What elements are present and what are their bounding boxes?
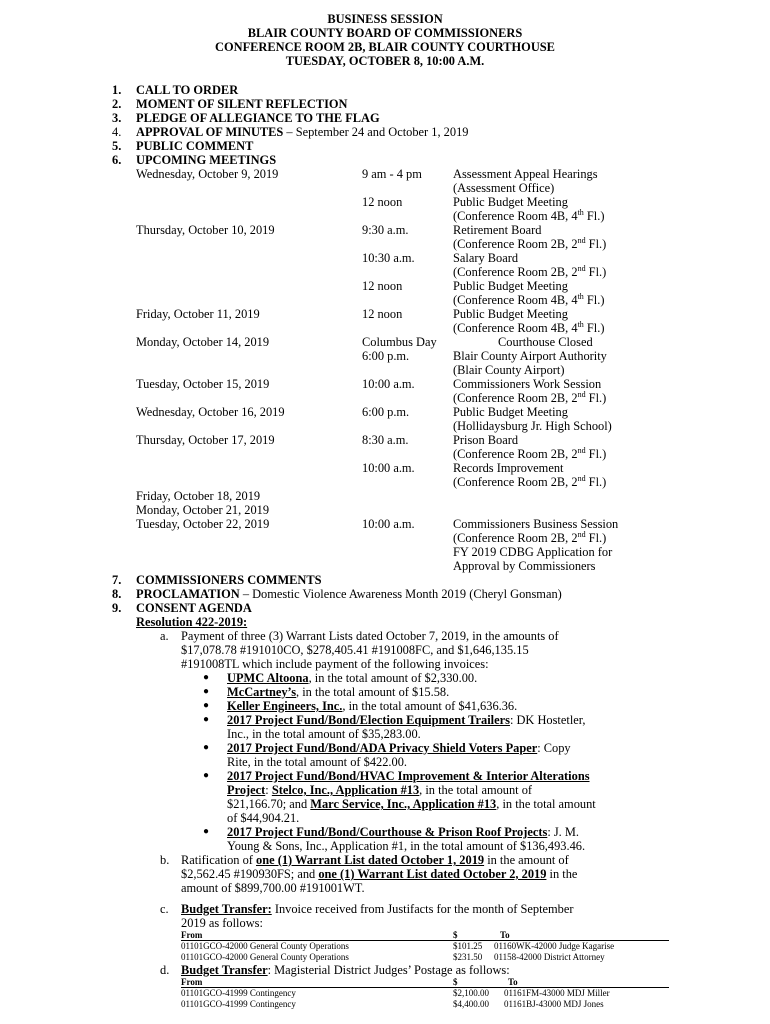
agenda-title: MOMENT OF SILENT REFLECTION: [136, 97, 348, 111]
subitem-label: c.: [160, 902, 169, 916]
agenda-num: 1.: [112, 83, 122, 97]
agenda-item-minutes: [136, 125, 468, 139]
meeting-time: 6:00 p.m.: [362, 349, 410, 363]
meeting-date: Tuesday, October 22, 2019: [136, 517, 270, 531]
invoice-item-cont: Rite, in the total amount of $422.00.: [227, 755, 407, 769]
invoice-item-cont: of $44,904.21.: [227, 811, 300, 825]
agenda-title: UPCOMING MEETINGS: [136, 153, 277, 167]
meeting-time: 10:00 a.m.: [362, 377, 415, 391]
agenda-title: COMMISSIONERS COMMENTS: [136, 573, 322, 587]
header-date: TUESDAY, OCTOBER 8, 10:00 A.M.: [285, 54, 485, 68]
subitem-text: amount of $899,700.00 #191001WT.: [181, 881, 365, 895]
agenda-num: 2.: [112, 97, 122, 111]
agenda-num: 8.: [112, 587, 122, 601]
bullet-icon: ●: [203, 672, 210, 683]
subitem-text: 2019 as follows:: [181, 916, 263, 930]
table-cell-to: 01158-42000 District Attorney: [494, 952, 605, 962]
invoice-item-cont: Inc., in the total amount of $35,283.00.: [227, 727, 421, 741]
col-header-from: From: [181, 977, 203, 987]
meeting-location: (Conference Room 4B, 4th Fl.): [453, 319, 605, 335]
meeting-event: Public Budget Meeting: [453, 195, 568, 209]
meeting-location: (Assessment Office): [453, 181, 555, 195]
agenda-title: CONSENT AGENDA: [136, 601, 252, 615]
meeting-location: (Conference Room 2B, 2nd Fl.): [453, 263, 607, 279]
agenda-item-proclamation: [136, 587, 562, 601]
bullet-icon: ●: [203, 826, 210, 837]
agenda-num: 6.: [112, 153, 122, 167]
meeting-time: 9:30 a.m.: [362, 223, 409, 237]
meeting-time: Columbus Day: [362, 335, 437, 349]
table-cell-to: 01161FM-43000 MDJ Miller: [504, 988, 610, 998]
table-cell-from: 01101GCO-41999 Contingency: [181, 999, 296, 1009]
bullet-icon: ●: [203, 714, 210, 725]
agenda-num: 5.: [112, 139, 122, 153]
meeting-event: Public Budget Meeting: [453, 405, 568, 419]
col-header-amount: $: [453, 930, 458, 940]
meeting-date: Thursday, October 10, 2019: [136, 223, 275, 237]
subitem-text: Payment of three (3) Warrant Lists dated October 7, 2019, in the amounts of: [181, 629, 559, 643]
subitem-label: b.: [160, 853, 170, 867]
meeting-location: (Hollidaysburg Jr. High School): [453, 419, 612, 433]
meeting-time: 8:30 a.m.: [362, 433, 409, 447]
meeting-event: Courthouse Closed: [498, 335, 593, 349]
subitem-text: $2,562.45 #190930FS; and one (1) Warrant List dated October 2, 2019 in the: [181, 867, 578, 881]
invoice-item-cont: $21,166.70; and Marc Service, Inc., Application #13, in the total amount: [227, 797, 596, 811]
subitem-text: Budget Transfer: Magisterial District Judges’ Postage as follows:: [181, 963, 510, 977]
invoice-item: 2017 Project Fund/Bond/Election Equipment Trailers: DK Hostetler,: [227, 713, 586, 727]
meeting-date: Friday, October 18, 2019: [136, 489, 261, 503]
invoice-item-cont: Project: Stelco, Inc., Application #13, in the total amount of: [227, 783, 533, 797]
bullet-icon: ●: [203, 770, 210, 781]
meeting-date: Tuesday, October 15, 2019: [136, 377, 270, 391]
bullet-icon: ●: [203, 686, 210, 697]
bullet-icon: ●: [203, 700, 210, 711]
meeting-location: (Conference Room 4B, 4th Fl.): [453, 207, 605, 223]
agenda-num: 9.: [112, 601, 122, 615]
agenda-num: 3.: [112, 111, 122, 125]
meeting-note: FY 2019 CDBG Application for: [453, 545, 613, 559]
meeting-event: Commissioners Work Session: [453, 377, 602, 391]
invoice-item: McCartney’s, in the total amount of $15.58.: [227, 685, 450, 699]
agenda-detail: – Domestic Violence Awareness Month 2019 (Cheryl Gonsman): [239, 587, 562, 601]
subitem-text: Ratification of one (1) Warrant List dated October 1, 2019 in the amount of: [181, 853, 569, 867]
meeting-event: Salary Board: [453, 251, 519, 265]
meeting-event: Blair County Airport Authority: [453, 349, 607, 363]
agenda-num: 7.: [112, 573, 122, 587]
meeting-location: (Conference Room 2B, 2nd Fl.): [453, 235, 607, 251]
bullet-icon: ●: [203, 742, 210, 753]
table-cell-amount: $2,100.00: [453, 988, 489, 998]
meeting-event: Public Budget Meeting: [453, 307, 568, 321]
col-header-from: From: [181, 930, 203, 940]
meeting-date: Wednesday, October 16, 2019: [136, 405, 285, 419]
invoice-item: UPMC Altoona, in the total amount of $2,330.00.: [227, 671, 478, 685]
col-header-to: To: [508, 977, 518, 987]
meeting-location: (Conference Room 2B, 2nd Fl.): [453, 529, 607, 545]
meeting-date: Friday, October 11, 2019: [136, 307, 260, 321]
meeting-date: Monday, October 14, 2019: [136, 335, 270, 349]
meeting-date: Thursday, October 17, 2019: [136, 433, 275, 447]
resolution-title: Resolution 422-2019:: [136, 615, 248, 629]
meeting-event: Assessment Appeal Hearings: [453, 167, 598, 181]
agenda-title: APPROVAL OF MINUTES: [136, 125, 284, 139]
agenda-title: PUBLIC COMMENT: [136, 139, 254, 153]
header-title: BUSINESS SESSION: [327, 12, 443, 26]
meeting-event: Public Budget Meeting: [453, 279, 568, 293]
meeting-time: 10:00 a.m.: [362, 461, 415, 475]
meeting-date: Monday, October 21, 2019: [136, 503, 270, 517]
agenda-title: PLEDGE OF ALLEGIANCE TO THE FLAG: [136, 111, 380, 125]
meeting-location: (Conference Room 2B, 2nd Fl.): [453, 473, 607, 489]
col-header-to: To: [500, 930, 510, 940]
subitem-text: Budget Transfer: Invoice received from Justifacts for the month of September: [181, 902, 574, 916]
meeting-time: 12 noon: [362, 307, 403, 321]
table-cell-from: 01101GCO-42000 General County Operations: [181, 952, 349, 962]
meeting-time: 9 am - 4 pm: [362, 167, 422, 181]
invoice-item: Keller Engineers, Inc., in the total amount of $41,636.36.: [227, 699, 518, 713]
meeting-location: (Conference Room 2B, 2nd Fl.): [453, 389, 607, 405]
meeting-event: Prison Board: [453, 433, 519, 447]
meeting-location: (Conference Room 4B, 4th Fl.): [453, 291, 605, 307]
agenda-title: CALL TO ORDER: [136, 83, 239, 97]
table-cell-amount: $4,400.00: [453, 999, 489, 1009]
invoice-item: 2017 Project Fund/Bond/HVAC Improvement & Interior Alterations: [227, 769, 590, 783]
agenda-title: PROCLAMATION: [136, 587, 240, 601]
meeting-event: Records Improvement: [453, 461, 564, 475]
invoice-item: 2017 Project Fund/Bond/ADA Privacy Shield Voters Paper: Copy: [227, 741, 571, 755]
meeting-time: 10:00 a.m.: [362, 517, 415, 531]
meeting-note: Approval by Commissioners: [453, 559, 596, 573]
meeting-date: Wednesday, October 9, 2019: [136, 167, 279, 181]
table-cell-amount: $231.50: [453, 952, 483, 962]
header-location: CONFERENCE ROOM 2B, BLAIR COUNTY COURTHOUSE: [215, 40, 555, 54]
table-cell-from: 01101GCO-41999 Contingency: [181, 988, 296, 998]
subitem-text: $17,078.78 #191010CO, $278,405.41 #191008FC, and $1,646,135.15: [181, 643, 529, 657]
invoice-item: 2017 Project Fund/Bond/Courthouse & Prison Roof Projects: J. M.: [227, 825, 579, 839]
col-header-amount: $: [453, 977, 458, 987]
meeting-time: 12 noon: [362, 195, 403, 209]
meeting-time: 10:30 a.m.: [362, 251, 415, 265]
table-cell-amount: $101.25: [453, 941, 483, 951]
meeting-location: (Conference Room 2B, 2nd Fl.): [453, 445, 607, 461]
subitem-label: a.: [160, 629, 169, 643]
meeting-time: 12 noon: [362, 279, 403, 293]
agenda-num: 4.: [112, 125, 122, 139]
meeting-location: (Blair County Airport): [453, 363, 565, 377]
meeting-event: Retirement Board: [453, 223, 542, 237]
subitem-text: #191008TL which include payment of the following invoices:: [181, 657, 489, 671]
table-cell-to: 01161BJ-43000 MDJ Jones: [504, 999, 604, 1009]
meeting-event: Commissioners Business Session: [453, 517, 619, 531]
table-cell-from: 01101GCO-42000 General County Operations: [181, 941, 349, 951]
invoice-item-cont: Young & Sons, Inc., Application #1, in the total amount of $136,493.46.: [227, 839, 586, 853]
table-cell-to: 01160WK-42000 Judge Kagarise: [494, 941, 615, 951]
meeting-time: 6:00 p.m.: [362, 405, 410, 419]
agenda-item: [112, 83, 121, 97]
header-board: BLAIR COUNTY BOARD OF COMMISSIONERS: [247, 26, 523, 40]
agenda-detail: – September 24 and October 1, 2019: [283, 125, 469, 139]
subitem-label: d.: [160, 963, 170, 977]
